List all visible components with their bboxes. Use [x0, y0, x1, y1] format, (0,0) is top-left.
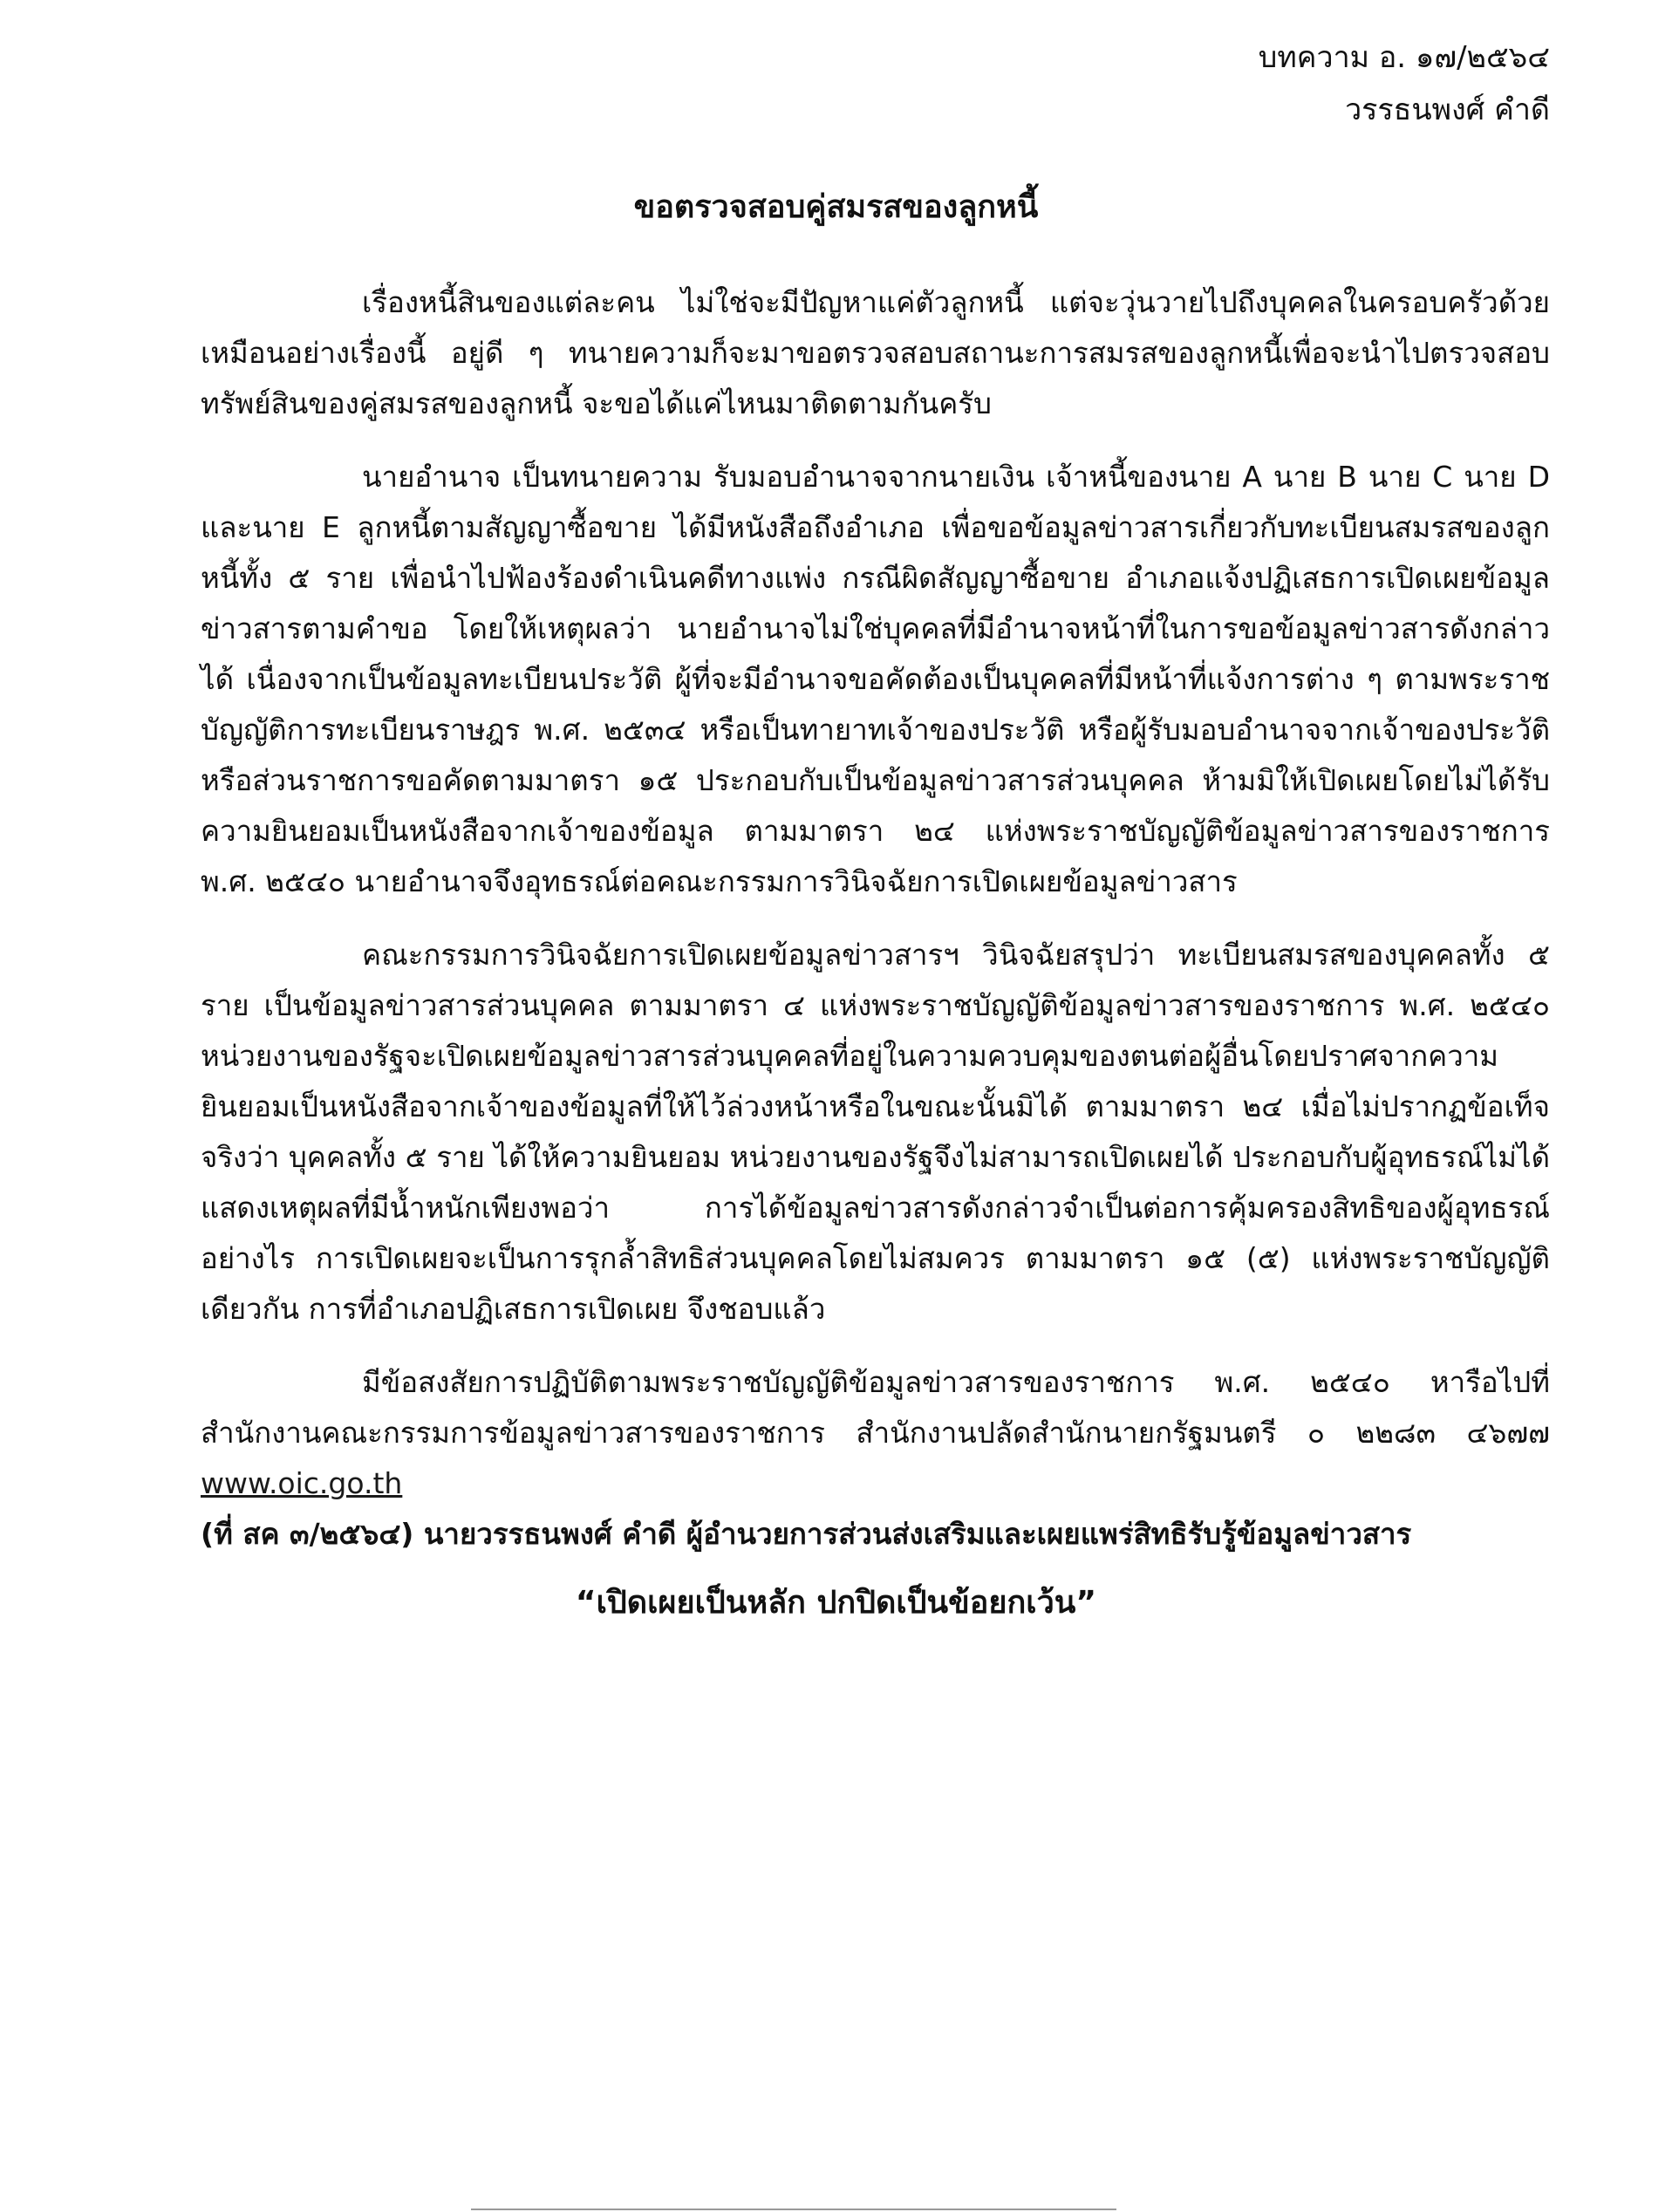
website-link[interactable]: www.oic.go.th — [201, 1466, 403, 1500]
signature-line: (ที่ สค ๓/๒๕๖๔) นายวรรธนพงศ์ คำดี ผู้อำนวยการส่วนส่งเสริมและเผยแพร่สิทธิรับรู้ข้อมูลข่าวสาร — [201, 1517, 1412, 1551]
document-body — [201, 277, 1550, 1560]
bottom-divider — [471, 2209, 1116, 2210]
document-title: ขอตรวจสอบคู่สมรสของลูกหนี้ — [633, 189, 1039, 225]
article-number: บทความ อ. ๑๗/๒๕๖๔ — [1258, 40, 1550, 75]
paragraph-ruling: คณะกรรมการวินิจฉัยการเปิดเผยข้อมูลข่าวสารฯ วินิจฉัยสรุปว่า ทะเบียนสมรสของบุคคลทั้ง ๕ ราย เป็นข้อมูลข่าวสารส่วนบุคคล ตามมาตรา ๔ แห่งพระราชบัญญัติข้อมูลข่าวสารของราชการ พ.ศ. ๒๕๔๐ หน่วยงานของรัฐจะเปิดเผยข้อมูลข่าวสารส่วนบุคคลที่อยู่ในความควบคุมของตนต่อผู้อื่นโดยปราศจากความยินยอมเป็นหนังสือจากเจ้าของข้อมูลที่ให้ไว้ล่วงหน้าหรือในขณะนั้นมิได้ ตามมาตรา ๒๔ เมื่อไม่ปรากฏข้อเท็จจริงว่า บุคคลทั้ง ๕ ราย ได้ให้ความยินยอม หน่วยงานของรัฐจึงไม่สามารถเปิดเผยได้ ประกอบกับผู้อุทธรณ์ไม่ได้แสดงเหตุผลที่มีน้ำหนักเพียงพอว่า การได้ข้อมูลข่าวสารดังกล่าวจำเป็นต่อการคุ้มครองสิทธิของผู้อุทธรณ์อย่างไร การเปิดเผยจะเป็นการรุกล้ำสิทธิส่วนบุคคลโดยไม่สมควร ตามมาตรา ๑๕ (๕) แห่งพระราชบัญญัติเดียวกัน การที่อำเภอปฏิเสธการเปิดเผย จึงชอบแล้ว — [201, 938, 1550, 1326]
author-name: วรรธนพงศ์ คำดี — [1345, 92, 1550, 127]
paragraph-intro: เรื่องหนี้สินของแต่ละคน ไม่ใช่จะมีปัญหาแค่ตัวลูกหนี้ แต่จะวุ่นวายไปถึงบุคคลในครอบครัวด้วย เหมือนอย่างเรื่องนี้ อยู่ดี ๆ ทนายความก็จะมาขอตรวจสอบสถานะการสมรสของลูกหนี้เพื่อจะนำไปตรวจสอบทรัพย์สินของคู่สมรสของลูกหนี้ จะขอได้แค่ไหนมาติดตามกันครับ — [201, 285, 1550, 420]
document-header — [1259, 31, 1550, 136]
paragraph-facts: นายอำนาจ เป็นทนายความ รับมอบอำนาจจากนายเงิน เจ้าหนี้ของนาย A นาย B นาย C นาย D และนาย E ลูกหนี้ตามสัญญาซื้อขาย ได้มีหนังสือถึงอำเภอ เพื่อขอข้อมูลข่าวสารเกี่ยวกับทะเบียนสมรสของลูกหนี้ทั้ง ๕ ราย เพื่อนำไปฟ้องร้องดำเนินคดีทางแพ่ง กรณีผิดสัญญาซื้อขาย อำเภอแจ้งปฏิเสธการเปิดเผยข้อมูลข่าวสารตามคำขอ โดยให้เหตุผลว่า นายอำนาจไม่ใช่บุคคลที่มีอำนาจหน้าที่ในการขอข้อมูลข่าวสารดังกล่าวได้ เนื่องจากเป็นข้อมูลทะเบียนประวัติ ผู้ที่จะมีอำนาจขอคัดต้องเป็นบุคคลที่มีหน้าที่แจ้งการต่าง ๆ ตามพระราชบัญญัติการทะเบียนราษฎร พ.ศ. ๒๕๓๔ หรือเป็นทายาทเจ้าของประวัติ หรือผู้รับมอบอำนาจจากเจ้าของประวัติ หรือส่วนราชการขอคัดตามมาตรา ๑๕ ประกอบกับเป็นข้อมูลข่าวสารส่วนบุคคล ห้ามมิให้เปิดเผยโดยไม่ได้รับความยินยอมเป็นหนังสือจากเจ้าของข้อมูล ตามมาตรา ๒๔ แห่งพระราชบัญญัติข้อมูลข่าวสารของราชการ พ.ศ. ๒๕๔๐ นายอำนาจจึงอุทธรณ์ต่อคณะกรรมการวินิจฉัยการเปิดเผยข้อมูลข่าวสาร — [201, 460, 1550, 898]
motto: “เปิดเผยเป็นหลัก ปกปิดเป็นข้อยกเว้น” — [575, 1585, 1097, 1621]
contact-paragraph — [201, 1357, 1550, 1509]
contact-text: มีข้อสงสัยการปฏิบัติตามพระราชบัญญัติข้อมูลข่าวสารของราชการ พ.ศ. ๒๕๔๐ หารือไปที่สำนักงานคณะกรรมการข้อมูลข่าวสารของราชการ สำนักงานปลัดสำนักนายกรัฐมนตรี ๐ ๒๒๘๓ ๔๖๗๗ — [201, 1365, 1550, 1450]
